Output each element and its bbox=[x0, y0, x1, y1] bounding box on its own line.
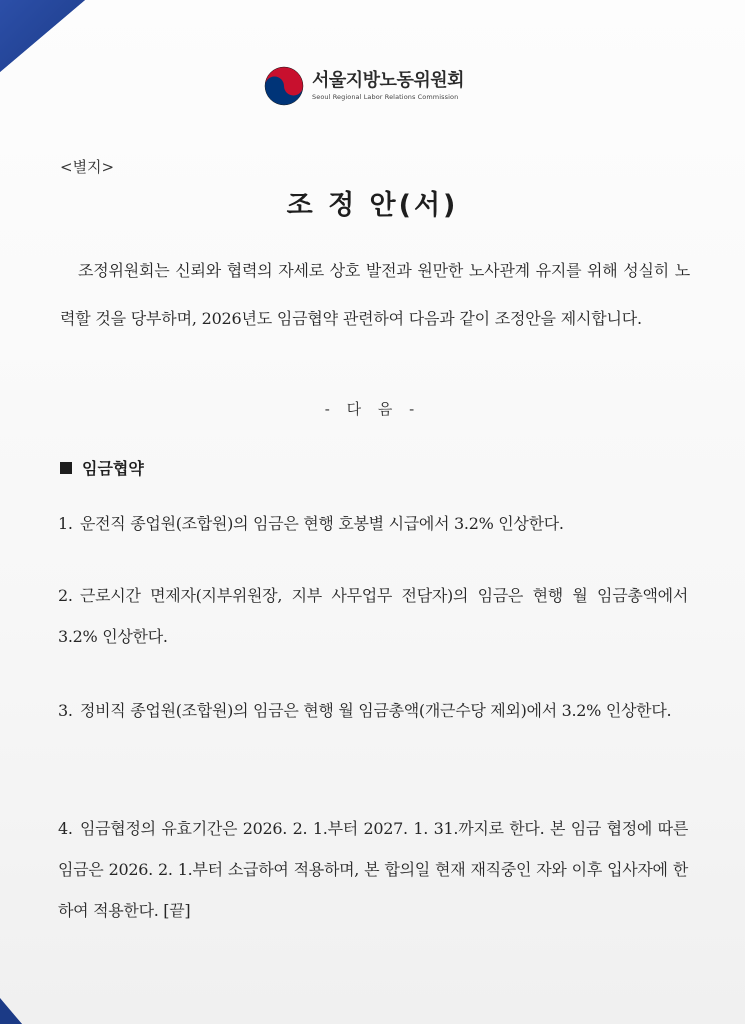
org-name: 서울지방노동위원회 bbox=[312, 70, 464, 91]
list-item-body: 운전직 종업원(조합원)의 임금은 현행 호봉별 시급에서 3.2% 인상한다. bbox=[80, 514, 564, 533]
list-item-number: 1. bbox=[58, 514, 73, 533]
list-item-number: 4. bbox=[58, 819, 73, 838]
list-item bbox=[58, 808, 688, 931]
taegeuk-emblem-icon bbox=[264, 66, 304, 106]
list-item-text bbox=[58, 575, 688, 657]
list-item-body: 근로시간 면제자(지부위원장, 지부 사무업무 전담자)의 임금은 현행 월 임금총액에서 3.2% 인상한다. bbox=[58, 586, 688, 646]
list-item-body: 임금협정의 유효기간은 2026. 2. 1.부터 2027. 1. 31.까지로 한다. 본 임금 협정에 따른 임금은 2026. 2. 1.부터 소급하여 적용하며, 본 합의일 현재 재직중인 자와 이후 입사자에 한하여 적용한다. [끝] bbox=[58, 819, 688, 920]
divider-heading: - 다 음 - bbox=[324, 400, 421, 418]
list-item-number: 2. bbox=[58, 586, 73, 605]
document-title: 조 정 안(서) bbox=[286, 190, 459, 221]
list-item bbox=[58, 575, 688, 657]
list-item-text bbox=[58, 503, 688, 544]
intro-paragraph: 조정위원회는 신뢰와 협력의 자세로 상호 발전과 원만한 노사관계 유지를 위해 성실히 노력할 것을 당부하며, 2026년도 임금협약 관련하여 다음과 같이 조정안을 제시합니다. bbox=[60, 261, 690, 328]
org-text bbox=[312, 71, 464, 101]
section-heading-label: 임금협약 bbox=[82, 459, 144, 478]
list-item-text bbox=[58, 808, 688, 931]
list-item-number: 3. bbox=[58, 701, 73, 720]
list-item-text bbox=[58, 690, 688, 731]
square-bullet-icon bbox=[60, 462, 72, 474]
attachment-label: <별지> bbox=[60, 158, 115, 176]
list-item bbox=[58, 503, 688, 544]
letterhead bbox=[264, 64, 464, 108]
list-item bbox=[58, 690, 688, 731]
list-item-body: 정비직 종업원(조합원)의 임금은 현행 월 임금총액(개근수당 제외)에서 3.2% 인상한다. bbox=[80, 701, 672, 720]
org-name-en: Seoul Regional Labor Relations Commission bbox=[312, 93, 459, 101]
section-heading bbox=[60, 456, 144, 479]
